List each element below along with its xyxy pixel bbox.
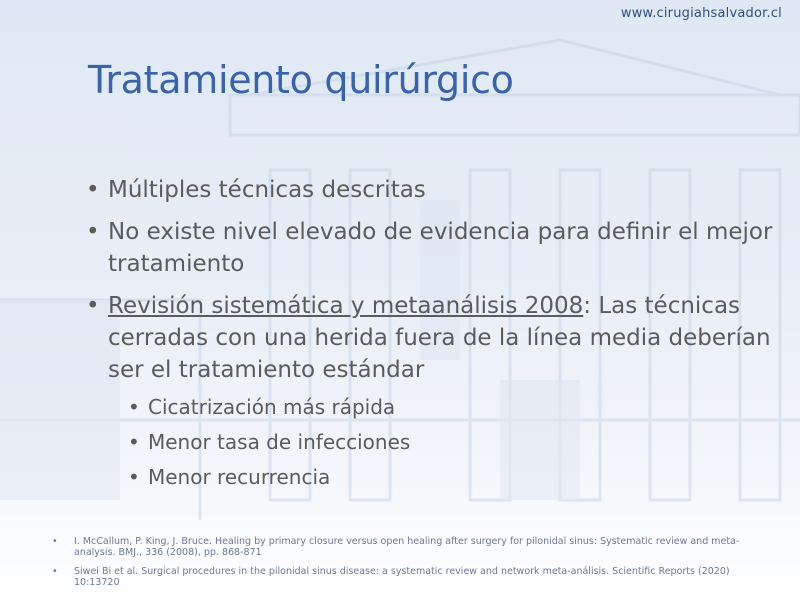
review-text: : Las técnicas cerradas con una herida fuera de la línea media deberían ser el tratamiento estándar xyxy=(108,293,771,383)
slide-title: Tratamiento quirúrgico xyxy=(88,58,514,102)
reference-item: • I. McCallum, P. King, J. Bruce. Healing by primary closure versus open healing after surgery for pilonidal sinus: Systematic review and meta-analysis. BMJ., 336 (2008), pp. 868-871 xyxy=(52,536,772,558)
site-url[interactable]: www.cirugiahsalvador.cl xyxy=(620,6,782,21)
sub-bullet-item: • Cicatrización más rápida xyxy=(128,390,776,425)
sub-bullet-item: • Menor tasa de infecciones xyxy=(128,425,776,460)
reference-item: • Siwei Bi et al. Surgical procedures in the pilonidal sinus disease: a systematic review and network meta-análisis. Scientific Reports (2020) 10:13720 xyxy=(52,566,772,588)
reference-list xyxy=(52,536,772,596)
bullet-item: • No existe nivel elevado de evidencia para definir el mejor tratamiento xyxy=(86,216,776,280)
bullet-item-review xyxy=(86,290,776,495)
sub-bullet-item: • Menor recurrencia xyxy=(128,460,776,495)
review-link[interactable]: Revisión sistemática y metaanálisis 2008 xyxy=(108,293,584,319)
sub-bullet-list xyxy=(108,390,776,495)
bullet-list xyxy=(86,174,776,505)
bullet-item: • Múltiples técnicas descritas xyxy=(86,174,776,206)
